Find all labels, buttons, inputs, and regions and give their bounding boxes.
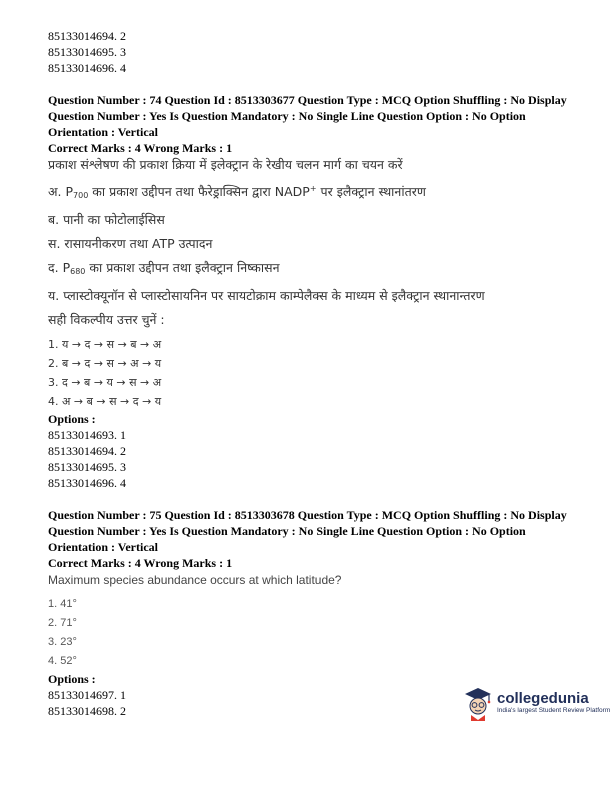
choice-item: 1. य → द → स → ब → अ	[48, 338, 162, 351]
option-code: 85133014695. 3	[48, 460, 126, 474]
marks-line: Correct Marks : 4 Wrong Marks : 1	[48, 141, 233, 155]
question-text: Maximum species abundance occurs at which latitude?	[48, 573, 342, 587]
option-code: 85133014695. 3	[48, 45, 126, 59]
question-header: Orientation : Vertical	[48, 540, 158, 554]
brand-name: collegedunia	[497, 690, 589, 707]
question-text: प्रकाश संश्लेषण की प्रकाश क्रिया में इलेक्ट्रान के रेखीय चलन मार्ग का चयन करें	[48, 157, 403, 172]
marks-line: Correct Marks : 4 Wrong Marks : 1	[48, 556, 233, 570]
document-page	[48, 28, 578, 719]
choice-item: 1. 41°	[48, 598, 77, 610]
statement-d: द. $P_{680}$ का प्रकाश उद्दीपन तथा इलैक्ट्रान निष्कासन	[48, 260, 280, 276]
statement-c: स. रासायनीकरण तथा ATP उत्पादन	[48, 236, 213, 251]
choice-item: 4. 52°	[48, 655, 77, 667]
choice-item: 3. 23°	[48, 636, 77, 648]
statement-a: अ. $P_{700}$ का प्रकाश उद्दीपन तथा फैरेड्राक्सिन द्वारा NADP+ पर इलैक्ट्रान स्थानांतरण	[48, 184, 426, 200]
option-code: 85133014694. 2	[48, 444, 126, 458]
question-header: Orientation : Vertical	[48, 125, 158, 139]
option-code: 85133014697. 1	[48, 688, 126, 702]
question-header: Question Number : 75 Question Id : 8513303678 Question Type : MCQ Option Shuffling : No Display	[48, 508, 567, 522]
instruction-text: सही विकल्पीय उत्तर चुनें :	[48, 312, 165, 327]
collegedunia-logo	[462, 685, 610, 721]
choice-item: 2. 71°	[48, 617, 77, 629]
option-code: 85133014698. 2	[48, 704, 126, 718]
choices-list	[48, 335, 578, 411]
options-label: Options :	[48, 672, 96, 686]
question-header: Question Number : 74 Question Id : 8513303677 Question Type : MCQ Option Shuffling : No Display	[48, 93, 567, 107]
top-options-list	[48, 28, 578, 76]
option-code: 85133014696. 4	[48, 476, 126, 490]
option-code: 85133014693. 1	[48, 428, 126, 442]
choice-item: 4. अ → ब → स → द → य	[48, 395, 162, 408]
brand-tagline: India's largest Student Review Platform	[497, 707, 611, 714]
question-74	[48, 92, 578, 491]
choices-list	[48, 595, 578, 671]
choice-item: 2. ब → द → स → अ → य	[48, 357, 162, 370]
option-code: 85133014696. 4	[48, 61, 126, 75]
question-header: Question Number : Yes Is Question Mandatory : No Single Line Question Option : No Option	[48, 109, 526, 123]
graduate-mascot-icon	[462, 685, 494, 721]
choice-item: 3. द → ब → य → स → अ	[48, 376, 162, 389]
option-code: 85133014694. 2	[48, 29, 126, 43]
options-label: Options :	[48, 412, 96, 426]
statement-b: ब. पानी का फोटोलाईसिस	[48, 212, 165, 227]
statement-e: य. प्लास्टोक्यूनॉन से प्लास्टोसायनिन पर सायटोक्राम काम्पेलैक्स के माध्यम से इलैक्ट्रान स्थानान्तरण	[48, 288, 485, 303]
question-header: Question Number : Yes Is Question Mandatory : No Single Line Question Option : No Option	[48, 524, 526, 538]
